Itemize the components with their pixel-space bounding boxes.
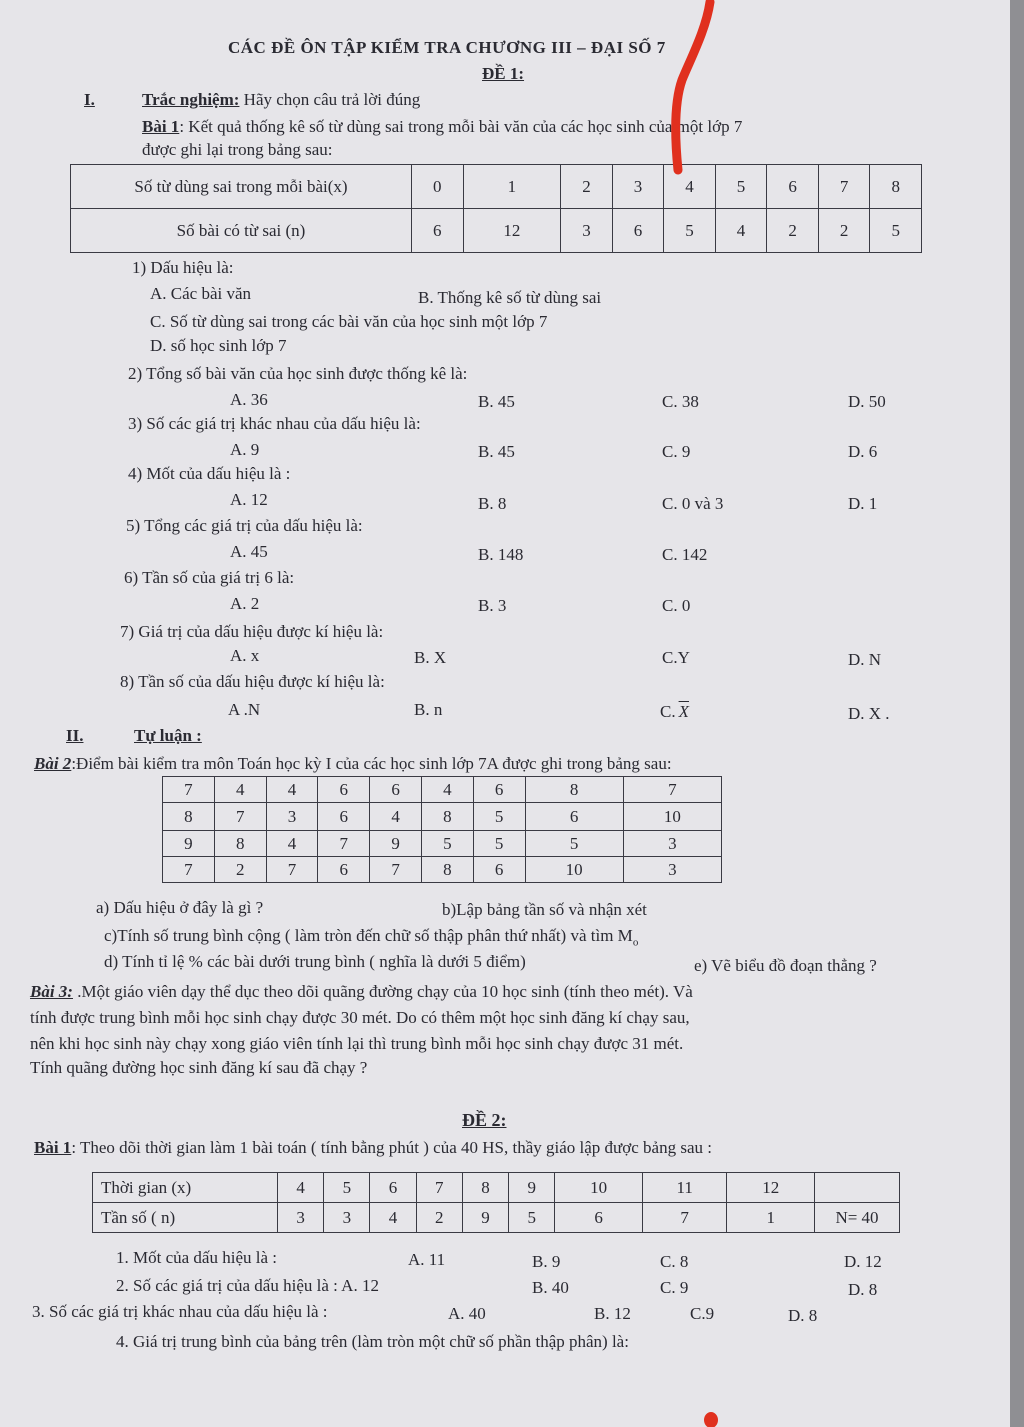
- bai2-part-c-subscript: o: [632, 936, 639, 949]
- q1-option-c: C. Số từ dùng sai trong các bài văn của học sinh một lớp 7: [150, 312, 548, 331]
- table-cell: 8: [163, 803, 215, 831]
- red-marker-dot-icon: [700, 1408, 722, 1427]
- bai2-label: Bài 2: [34, 754, 72, 773]
- question-6: 6) Tần số của giá trị 6 là:: [124, 568, 295, 587]
- table-cell: 9: [163, 831, 215, 857]
- q7-option-a: A. x: [230, 646, 260, 665]
- table-cell: 8: [462, 1173, 508, 1203]
- q4-option-c: C. 0 và 3: [662, 494, 724, 513]
- table-cell: 3: [278, 1203, 324, 1233]
- q2-option-a: A. 36: [230, 390, 268, 409]
- de2-bai1-intro: [34, 1138, 712, 1158]
- q7-option-d: D. N: [848, 650, 882, 669]
- table-cell: 1: [727, 1203, 815, 1233]
- table-row: [71, 209, 922, 253]
- bai2-part-e: e) Vẽ biểu đồ đoạn thẳng ?: [694, 956, 877, 975]
- bai2-part-a: a) Dấu hiệu ở đây là gì ?: [96, 898, 264, 917]
- de2-q1-option-c: C. 8: [660, 1252, 689, 1271]
- question-8: 8) Tần số của dấu hiệu được kí hiệu là:: [120, 672, 385, 691]
- q7-option-c: C.Y: [662, 648, 690, 667]
- table-cell: 6: [767, 165, 819, 209]
- q8-option-a: A .N: [228, 700, 261, 719]
- bai2-part-d: d) Tính tỉ lệ % các bài dưới trung bình ( nghĩa là dưới 5 điểm): [104, 952, 526, 971]
- q6-option-b: B. 3: [478, 596, 507, 615]
- table-cell: 5: [421, 831, 473, 857]
- table-cell: 7: [214, 803, 266, 831]
- de2-q2-option-d: D. 8: [848, 1280, 878, 1299]
- table-cell: 7: [370, 857, 422, 883]
- bai2-intro: [34, 754, 672, 774]
- table-cell: 5: [870, 209, 922, 253]
- table-cell: 2: [214, 857, 266, 883]
- table-cell-total: N= 40: [815, 1203, 900, 1233]
- table-cell: 3: [266, 803, 318, 831]
- table-cell: 4: [278, 1173, 324, 1203]
- question-4: 4) Mốt của dấu hiệu là :: [128, 464, 291, 483]
- table-cell: 6: [525, 803, 623, 831]
- table-row: [93, 1173, 900, 1203]
- part1-instruction: Hãy chọn câu trả lời đúng: [243, 90, 421, 109]
- de1-bai1-label: Bài 1: [142, 117, 180, 136]
- de1-frequency-table: [70, 164, 922, 253]
- bai2-part-c: [104, 926, 638, 952]
- table-cell: 7: [163, 777, 215, 803]
- red-marker-stroke-icon: [660, 0, 720, 190]
- de2-q2-option-b: B. 40: [532, 1278, 569, 1297]
- q5-option-a: A. 45: [230, 542, 268, 561]
- table-cell: 10: [525, 857, 623, 883]
- table-cell: 9: [509, 1173, 555, 1203]
- table-cell: 3: [623, 831, 721, 857]
- x-bar-symbol: $\overline{X}$: [678, 702, 689, 721]
- de2-question-1: 1. Mốt của dấu hiệu là :: [116, 1248, 277, 1267]
- q5-option-c: C. 142: [662, 545, 708, 564]
- table-cell: 5: [473, 831, 525, 857]
- table-cell: 4: [266, 831, 318, 857]
- table-header-x: Thời gian (x): [93, 1173, 278, 1203]
- part2-title: Tự luận :: [134, 726, 202, 745]
- table-cell: 2: [416, 1203, 462, 1233]
- de1-heading: ĐỀ 1:: [482, 64, 525, 83]
- table-row: [93, 1203, 900, 1233]
- q4-option-b: B. 8: [478, 494, 507, 513]
- table-cell: 8: [870, 165, 922, 209]
- table-cell: 6: [412, 209, 464, 253]
- table-cell: 7: [623, 777, 721, 803]
- part1-heading: [142, 90, 420, 110]
- table-cell: 4: [664, 165, 716, 209]
- table-cell: 7: [163, 857, 215, 883]
- table-cell: 6: [370, 1173, 416, 1203]
- q6-option-a: A. 2: [230, 594, 260, 613]
- table-cell: 7: [266, 857, 318, 883]
- table-cell: 5: [324, 1173, 370, 1203]
- bai3-line-2: tính được trung bình mỗi học sinh chạy được 30 mét. Do có thêm một học sinh đăng kí chạy sau,: [30, 1008, 690, 1027]
- table-cell: 11: [642, 1173, 727, 1203]
- table-cell: 7: [318, 831, 370, 857]
- q6-option-c: C. 0: [662, 596, 691, 615]
- table-row: [163, 857, 722, 883]
- de2-question-3: 3. Số các giá trị khác nhau của dấu hiệu là :: [32, 1302, 328, 1321]
- table-cell: 1: [463, 165, 561, 209]
- table-row: [163, 777, 722, 803]
- de2-q3-option-d: D. 8: [788, 1306, 818, 1325]
- table-cell: 2: [561, 165, 613, 209]
- bai2-part-b: b)Lập bảng tần số và nhận xét: [442, 900, 647, 919]
- table-cell: 4: [421, 777, 473, 803]
- de2-q3-option-c: C.9: [690, 1304, 715, 1323]
- table-cell: 4: [266, 777, 318, 803]
- table-cell: 8: [525, 777, 623, 803]
- bai3-line-4: Tính quãng đường học sinh đăng kí sau đã chạy ?: [30, 1058, 368, 1077]
- q8-option-c: [660, 702, 689, 722]
- q8-option-b: B. n: [414, 700, 443, 719]
- table-cell: 6: [318, 857, 370, 883]
- table-cell: 8: [421, 803, 473, 831]
- q2-option-c: C. 38: [662, 392, 699, 411]
- table-cell: 4: [370, 1203, 416, 1233]
- de2-q3-option-b: B. 12: [594, 1304, 631, 1323]
- de1-bai1-text2: được ghi lại trong bảng sau:: [142, 140, 333, 159]
- table-cell: 2: [767, 209, 819, 253]
- table-cell: 4: [715, 209, 767, 253]
- q5-option-b: B. 148: [478, 545, 524, 564]
- table-cell: 5: [509, 1203, 555, 1233]
- bai3-line-3: nên khi học sinh này chạy xong giáo viên tính lại thì trung bình mỗi học sinh chạy được 31 mét.: [30, 1034, 684, 1053]
- table-cell: 6: [370, 777, 422, 803]
- table-header-x: Số từ dùng sai trong mỗi bài(x): [71, 165, 412, 209]
- table-cell: 9: [370, 831, 422, 857]
- q1-option-b: B. Thống kê số từ dùng sai: [418, 288, 602, 307]
- table-header-n: Số bài có từ sai (n): [71, 209, 412, 253]
- table-cell: 7: [416, 1173, 462, 1203]
- q4-option-a: A. 12: [230, 490, 268, 509]
- de2-frequency-table: [92, 1172, 900, 1233]
- table-cell: 12: [727, 1173, 815, 1203]
- table-cell: 3: [324, 1203, 370, 1233]
- de2-bai1-text: : Theo dõi thời gian làm 1 bài toán ( tính bằng phút ) của 40 HS, thầy giáo lập được bảng sau :: [71, 1138, 712, 1157]
- de2-bai1-label: Bài 1: [34, 1138, 72, 1157]
- table-cell: 5: [715, 165, 767, 209]
- q4-option-d: D. 1: [848, 494, 878, 513]
- table-cell: 12: [463, 209, 561, 253]
- table-cell: 7: [642, 1203, 727, 1233]
- table-cell: [815, 1173, 900, 1203]
- bai2-text: :Điểm bài kiểm tra môn Toán học kỳ I của các học sinh lớp 7A được ghi trong bảng sau:: [71, 754, 672, 773]
- de1-bai1-intro: [142, 117, 742, 137]
- table-cell: 5: [664, 209, 716, 253]
- table-cell: 3: [623, 857, 721, 883]
- table-cell: 2: [818, 209, 870, 253]
- question-1: 1) Dấu hiệu là:: [132, 258, 234, 277]
- q3-option-a: A. 9: [230, 440, 260, 459]
- q1-option-d: D. số học sinh lớp 7: [150, 336, 287, 355]
- bai2-part-c-text: c)Tính số trung bình cộng ( làm tròn đến chữ số thập phân thứ nhất) và tìm M: [104, 926, 633, 945]
- q3-option-c: C. 9: [662, 442, 691, 461]
- de2-q1-option-d: D. 12: [844, 1252, 882, 1271]
- table-cell: 6: [473, 777, 525, 803]
- table-cell: 8: [214, 831, 266, 857]
- bai3-line-1: [30, 982, 693, 1002]
- table-cell: 5: [473, 803, 525, 831]
- table-cell: 5: [525, 831, 623, 857]
- question-3: 3) Số các giá trị khác nhau của dấu hiệu là:: [128, 414, 421, 433]
- de2-q1-option-a: A. 11: [408, 1250, 446, 1269]
- part1-number: I.: [84, 90, 95, 109]
- de2-question-2: 2. Số các giá trị của dấu hiệu là : A. 12: [116, 1276, 379, 1295]
- part1-title: Trắc nghiệm:: [142, 90, 240, 109]
- table-row: [163, 803, 722, 831]
- q3-option-d: D. 6: [848, 442, 878, 461]
- q8-option-d: D. X .: [848, 704, 890, 723]
- table-cell: 7: [818, 165, 870, 209]
- question-7: 7) Giá trị của dấu hiệu được kí hiệu là:: [120, 622, 384, 641]
- q2-option-d: D. 50: [848, 392, 886, 411]
- table-cell: 9: [462, 1203, 508, 1233]
- table-row: [71, 165, 922, 209]
- question-2: 2) Tổng số bài văn của học sinh được thống kê là:: [128, 364, 468, 383]
- table-cell: 3: [561, 209, 613, 253]
- table-cell: 4: [370, 803, 422, 831]
- bai3-text-1: .Một giáo viên dạy thể dục theo dõi quãng đường chạy của 10 học sinh (tính theo mét). Và: [72, 982, 693, 1001]
- table-cell: 10: [555, 1173, 643, 1203]
- de2-question-4: 4. Giá trị trung bình của bảng trên (làm tròn một chữ số phần thập phân) là:: [116, 1332, 629, 1351]
- de2-q3-option-a: A. 40: [448, 1304, 486, 1323]
- table-cell: 6: [318, 777, 370, 803]
- q1-option-a: A. Các bài văn: [150, 284, 252, 303]
- scores-table: [162, 776, 722, 883]
- table-row: [163, 831, 722, 857]
- table-cell: 6: [555, 1203, 643, 1233]
- table-cell: 8: [421, 857, 473, 883]
- table-cell: 6: [473, 857, 525, 883]
- table-cell: 3: [612, 165, 664, 209]
- de2-q1-option-b: B. 9: [532, 1252, 561, 1271]
- q3-option-b: B. 45: [478, 442, 515, 461]
- table-cell: 6: [318, 803, 370, 831]
- table-cell: 10: [623, 803, 721, 831]
- document-title: CÁC ĐỀ ÔN TẬP KIỂM TRA CHƯƠNG III – ĐẠI SỐ 7: [228, 38, 666, 57]
- part2-number: II.: [66, 726, 84, 745]
- q2-option-b: B. 45: [478, 392, 515, 411]
- question-5: 5) Tổng các giá trị của dấu hiệu là:: [126, 516, 363, 535]
- table-cell: 6: [612, 209, 664, 253]
- de2-q2-option-c: C. 9: [660, 1278, 689, 1297]
- q8-option-c-label: C.: [660, 702, 676, 721]
- table-cell: 4: [214, 777, 266, 803]
- table-header-n: Tần số ( n): [93, 1203, 278, 1233]
- table-cell: 0: [412, 165, 464, 209]
- de2-heading: ĐỀ 2:: [462, 1110, 507, 1130]
- q7-option-b: B. X: [414, 648, 447, 667]
- bai3-label: Bài 3:: [30, 982, 73, 1001]
- de1-bai1-text: : Kết quả thống kê số từ dùng sai trong mỗi bài văn của các học sinh của một lớp 7: [179, 117, 743, 136]
